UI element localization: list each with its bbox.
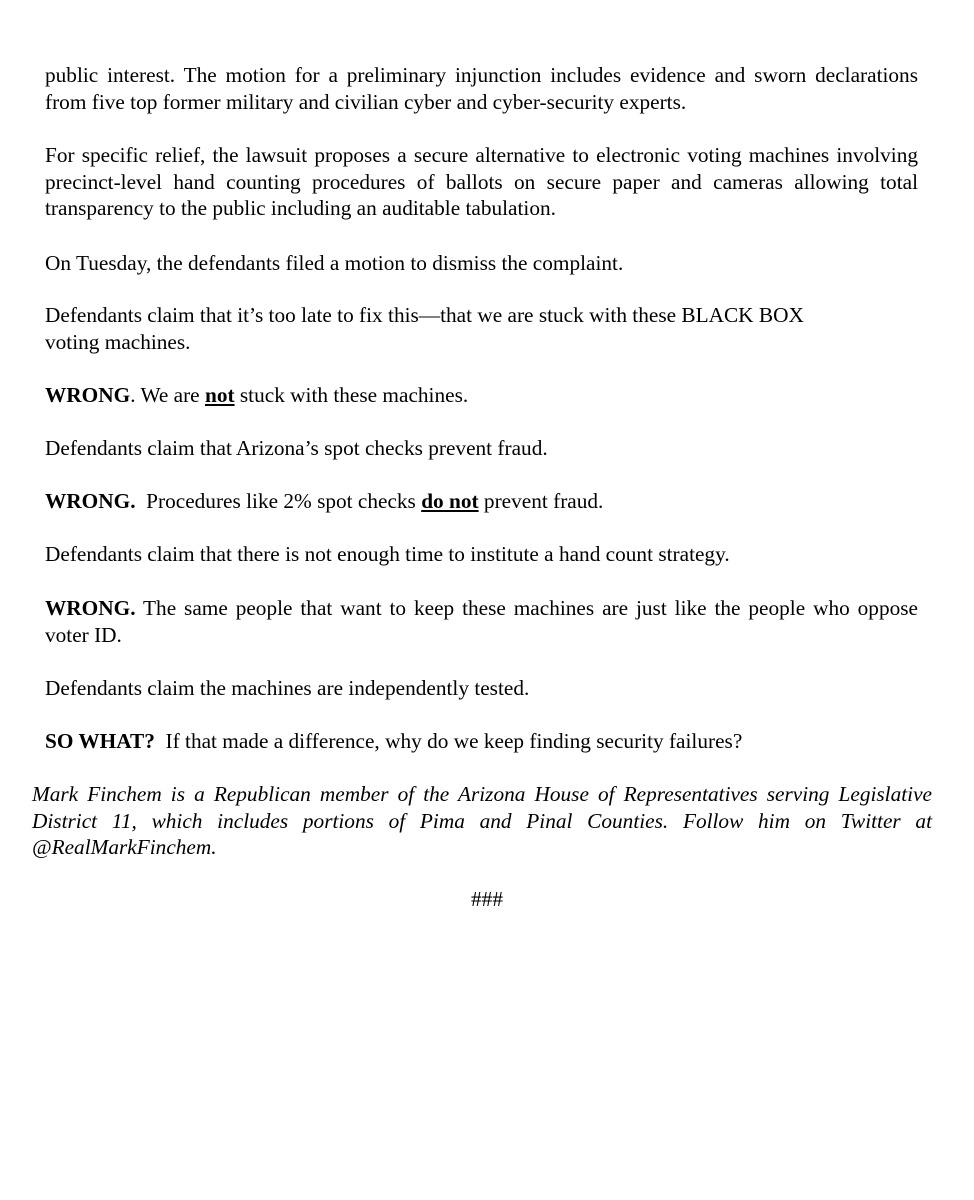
paragraph-wrong-voter-id (45, 595, 918, 648)
paragraph-motion-to-dismiss: On Tuesday, the defendants filed a motion to dismiss the complaint. (45, 251, 624, 275)
so-what-text: If that made a difference, why do we keep finding security failures? (154, 729, 743, 753)
voter-id-text: The same people that want to keep these machines are just like the people who oppose voter ID. (45, 596, 918, 647)
wrong-text-b: stuck with these machines. (234, 383, 469, 407)
paragraph-wrong-spot-checks (45, 488, 918, 515)
paragraph-specific-relief: For specific relief, the lawsuit proposes a secure alternative to electronic voting machines involving precinct-level hand counting procedures of ballots on secure paper and cameras allowing total transparency to the public including an auditable tabulation. (45, 143, 918, 220)
paragraph-spot-checks-claim: Defendants claim that Arizona’s spot checks prevent fraud. (45, 436, 548, 460)
spot-checks-text-a: Procedures like 2% spot checks (135, 489, 422, 513)
underlined-not: not (204, 383, 235, 407)
author-bio: Mark Finchem is a Republican member of the Arizona House of Representatives serving Legislative District 11, which includes portions of Pima and Pinal Counties. Follow him on Twitter at @RealMarkFinchem. (32, 782, 932, 859)
paragraph-too-late-claim (45, 302, 918, 355)
paragraph-public-interest: public interest. The motion for a preliminary injunction includes evidence and sworn declarations from five top former military and civilian cyber and cyber-security experts. (45, 63, 918, 114)
wrong-label: WRONG. (45, 489, 136, 513)
end-mark: ### (471, 887, 503, 911)
paragraph-independently-tested-claim: Defendants claim the machines are independently tested. (45, 676, 530, 700)
wrong-text-a: . We are (130, 383, 205, 407)
wrong-label: WRONG. (45, 596, 136, 620)
wrong-label: WRONG (45, 383, 131, 407)
spot-checks-text-b: prevent fraud. (478, 489, 604, 513)
underlined-do-not: do not (421, 489, 479, 513)
paragraph-so-what (45, 728, 918, 755)
paragraph-not-enough-time-claim: Defendants claim that there is not enough time to institute a hand count strategy. (45, 542, 730, 566)
so-what-label: SO WHAT? (45, 729, 155, 753)
too-late-claim-line-1: Defendants claim that it’s too late to fix this—that we are stuck with these BLACK BOX (45, 303, 804, 327)
paragraph-wrong-not-stuck (45, 382, 918, 409)
too-late-claim-line-2: voting machines. (45, 329, 191, 354)
